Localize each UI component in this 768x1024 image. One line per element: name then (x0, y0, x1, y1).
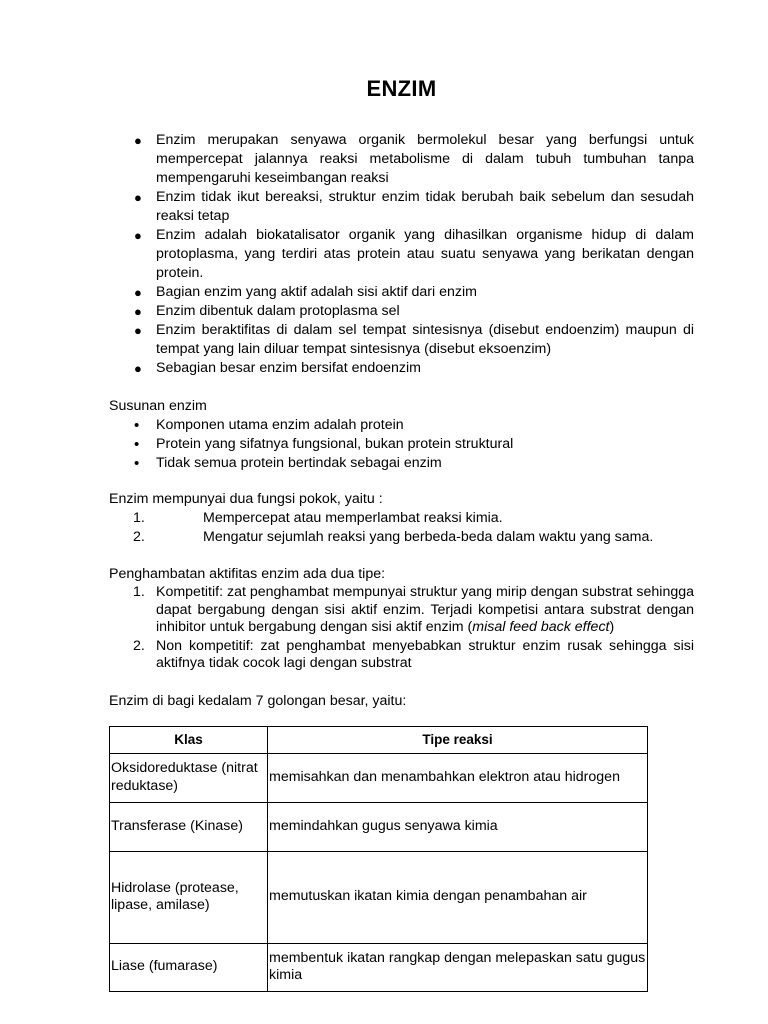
bullet-icon: ● (134, 228, 142, 243)
column-header-tipe: Tipe reaksi (268, 726, 648, 753)
fungsi-list (109, 509, 694, 547)
susunan-list (109, 416, 694, 473)
table-cell-klas: Transferase (Kinase) (110, 802, 268, 851)
page-title: ENZIM (366, 76, 437, 101)
bullet-icon: • (134, 436, 140, 453)
list-item: 1. Kompetitif: zat penghambat mempunyai struktur yang mirip dengan substrat sehingga dapat bergabung dengan sisi aktif enzim. Terjadi kompetisi antara substrat dengan inhibitor untuk bergabung dengan sisi aktif enzim (misal feed back effect) (133, 584, 694, 635)
golongan-heading: Enzim di bagi kedalam 7 golongan besar, yaitu: (109, 692, 407, 709)
table-cell-tipe: memutuskan ikatan kimia dengan penambahan air (268, 851, 648, 943)
table-cell-klas: Hidrolase (protease, lipase, amilase) (110, 851, 268, 943)
penghambatan-list (109, 584, 694, 673)
table-cell-tipe: memisahkan dan menambahkan elektron atau hidrogen (268, 753, 648, 802)
list-item: • Komponen utama enzim adalah protein (134, 417, 404, 434)
bullet-icon: ● (134, 304, 142, 319)
table-row (110, 943, 648, 991)
enzyme-class-table (109, 726, 648, 992)
list-item: ● Enzim adalah biokatalisator organik yang dihasilkan organisme hidup di dalam protoplasma, yang terdiri atas protein atau suatu senyawa yang berikatan dengan protein. (134, 227, 694, 281)
list-item: 2. Non kompetitif: zat penghambat menyebabkan struktur enzim rusak sehingga sisi aktifnya tidak cocok lagi dengan substrat (133, 637, 694, 671)
list-item: ● Enzim tidak ikut bereaksi, struktur enzim tidak berubah baik sebelum dan sesudah reaksi tetap (134, 189, 694, 224)
table-cell-klas: Liase (fumarase) (110, 943, 268, 991)
list-item: ● Enzim merupakan senyawa organik bermolekul besar yang berfungsi untuk mempercepat jalannya reaksi metabolisme di dalam tubuh tumbuhan tanpa mempengaruhi keseimbangan reaksi (134, 132, 694, 186)
bullet-icon: ● (134, 323, 142, 338)
table-row (110, 851, 648, 943)
bullet-icon: ● (134, 190, 142, 205)
fungsi-heading: Enzim mempunyai dua fungsi pokok, yaitu : (109, 491, 383, 507)
list-item: 2. Mengatur sejumlah reaksi yang berbeda-beda dalam waktu yang sama. (133, 529, 654, 545)
list-item: 1. Mempercepat atau memperlambat reaksi kimia. (133, 510, 503, 526)
bullet-icon: • (134, 417, 140, 434)
table-cell-tipe: membentuk ikatan rangkap dengan melepaskan satu gugus kimia (268, 943, 648, 991)
table-header-row (110, 726, 648, 753)
bullet-icon: ● (134, 133, 142, 148)
susunan-heading: Susunan enzim (109, 398, 207, 414)
italic-note: misal feed back effect (472, 619, 610, 635)
bullet-icon: • (134, 455, 140, 472)
intro-bullet-list (109, 131, 694, 378)
list-item: • Protein yang sifatnya fungsional, bukan protein struktural (134, 436, 514, 453)
list-item: ● Sebagian besar enzim bersifat endoenzim (134, 360, 421, 376)
table-cell-klas: Oksidoreduktase (nitrat reduktase) (110, 753, 268, 802)
table-row (110, 802, 648, 851)
column-header-klas: Klas (110, 726, 268, 753)
penghambatan-heading: Penghambatan aktifitas enzim ada dua tipe: (109, 566, 386, 582)
table-cell-tipe: memindahkan gugus senyawa kimia (268, 802, 648, 851)
list-item: • Tidak semua protein bertindak sebagai enzim (134, 455, 442, 472)
bullet-icon: ● (134, 285, 142, 300)
list-item: ● Bagian enzim yang aktif adalah sisi aktif dari enzim (134, 284, 477, 300)
bullet-icon: ● (134, 361, 142, 376)
table-row (110, 753, 648, 802)
list-item: ● Enzim dibentuk dalam protoplasma sel (134, 303, 400, 319)
list-item: ● Enzim beraktifitas di dalam sel tempat sintesisnya (disebut endoenzim) maupun di tempat yang lain diluar tempat sintesisnya (disebut eksoenzim) (134, 322, 694, 357)
